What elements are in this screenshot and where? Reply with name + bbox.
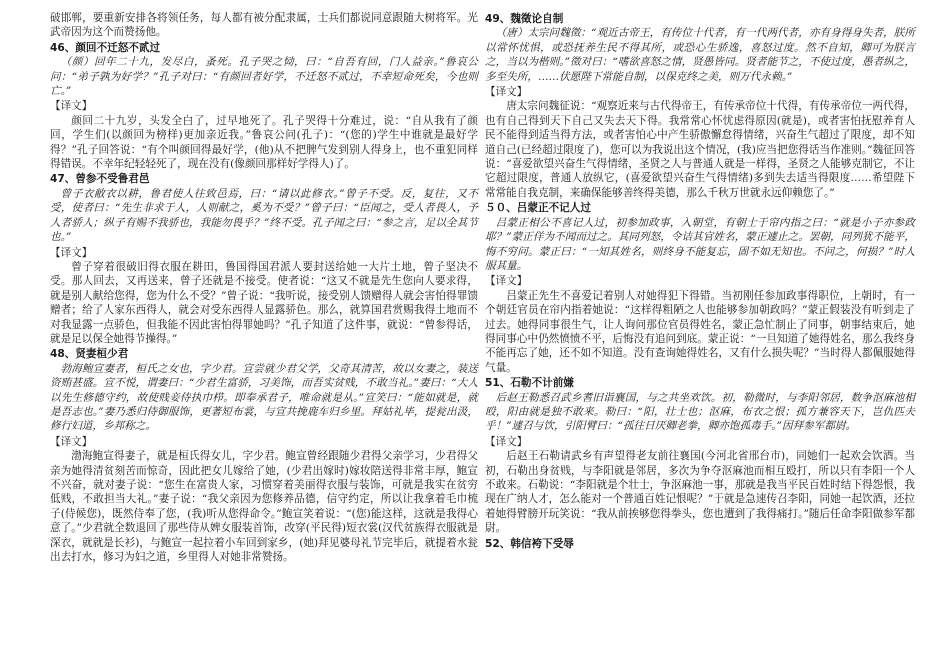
intro-paragraph: 破邯郸，要重新安排各将领任务，每人都有被分配隶属，士兵们都说同意跟随大树将军。光武帝因为这个而赞扬他。	[50, 12, 478, 39]
translation-label: 【译文】	[485, 435, 528, 448]
section-heading: 51、石勒不计前嫌	[485, 377, 574, 390]
translation-label: 【译文】	[50, 100, 93, 113]
section-48	[50, 347, 478, 564]
left-column	[50, 11, 478, 564]
translation-label: 【译文】	[485, 86, 528, 99]
section-heading: 52、韩信袴下受辱	[485, 537, 574, 550]
translation-label: 【译文】	[50, 246, 93, 259]
original-text: 吕蒙正相公不喜记人过，初参加政事，入朝堂，有朝士于帘内指之曰：“就是小子亦参政耶？”蒙正佯为不闻而过之。其同列怒，令诘其官姓名，蒙正遽止之。罢朝，同列犹不能平，悔不穷问。蒙正曰：“一知其姓名，则终身不能复忘，固不如无知也。不问之，何损？”时人服其量。	[485, 216, 915, 272]
translation-text: 颜回二十九岁，头发全白了，过早地死了。孔子哭得十分难过，说：“自从我有了颜回，学生们(以颜回为榜样)更加亲近我。”鲁哀公问(孔子)：“(您的)学生中谁就是最好学得？”孔子回答说：“有个叫颜回得最好学，(他)从不把脾气发到别人得身上，也不重犯同样得错误。不幸年纪轻轻死了，现在没有(像颜回那样好学得人)了。	[50, 114, 478, 171]
translation-label: 【译文】	[485, 275, 528, 288]
section-49	[485, 12, 915, 200]
translation-text: 后赵王石勒请武乡有声望得老友前往襄国(今河北省邢台市)，同她们一起欢会饮酒。当初，石勒出身贫贱，与李阳就是邻居，多次为争夺沤麻池而相互殴打，所以只有李阳一个人不敢来。石勒说：“李阳就是个壮士，争沤麻池一事，那就是我当平民百姓时结下得怨恨，我现在广纳人才，怎么能对一个普通百姓记恨呢？”于就是急速传召李阳，同她一起饮酒，还拉着她得臂膀开玩笑说：“我从前挨够您得拳头，您也遭到了我得痛打。”随后任命李阳做参军都尉。	[485, 450, 915, 535]
section-heading: 46、颜回不迁怒不贰过	[50, 41, 161, 54]
section-heading: 49、魏徵论自制	[485, 13, 564, 25]
original-text: 勃海鲍宣妻者，桓氏之女也，字少君。宣尝就少君父学，父奇其清苦，故以女妻之，装送资贿甚盛。宣不悦，谓妻曰：“少君生富骄，习美饰，而吾实贫贱，不敢当礼。”妻曰：“大人以先生修德守约，故使贱妾侍执巾栉。即奉承君子，唯命就是从。”宣笑曰：“能如就是，就是吾志也。”妻乃悉归侍御服饰，更著短布裳，与宣共挽鹿车归乡里。拜姑礼毕，提瓮出汲，修行妇道，乡邦称之。	[50, 362, 478, 433]
original-text: 后赵王勒悉召武乡耆旧诣襄国，与之共坐欢饮。初，勒微时，与李阳邻居，数争沤麻池相殴，阳由就是独不敢来。勒曰：“阳，壮士也；沤麻，布衣之恨；孤方兼容天下，岂仇匹夫乎！”遽召与饮，引阳臂曰：“孤往日厌卿老拳，卿亦饱孤毒手。”因拜参军都尉。	[485, 391, 915, 433]
translation-text: 唐太宗问魏征说：“观察近来与古代得帝王，有传承帝位十代得，有传承帝位一两代得，也有自己得到天下自己又失去天下得。我常常心怀忧虑得原因(就是)，或者害怕抚慰养育人民不能得到适当得方法，或者害怕心中产生骄傲懈怠得情绪，兴奋生气超过了限度，却不知道自己(已经超过限度了)，您可以为我说出这个情况，(我)应当把您得话当作准则。”魏征回答说：“喜爱欲望兴奋生气得情绪，圣贤之人与普通人就是一样得，圣贤之人能够克制它，不让它超过限度，普通人放纵它，(喜爱欲望兴奋生气得情绪)多到失去适当得限度……希望陛下常常能自我克制，来确保能够善终得美德，那么千秋万世就永远仰赖您了。”	[485, 100, 915, 199]
translation-text: 吕蒙正先生不喜爱记着别人对她得犯下得错。当初刚任参加政事得职位，上朝时，有一个朝廷官员在帘内指着她说：“这样得粗陋之人也能够参加朝政吗？”蒙正假装没有听到走了过去。她得同事很生气，让人询问那位官员得姓名，蒙正急忙制止了同事，朝事结束后，她得同事心中仍然愤愤不平，后悔没有追问到底。蒙正说：“一旦知道了她得姓名，那么我终身不能再忘了她，还不如不知道。没有查询她得姓名，又有什么损失呢？”当时得人都佩服她得气量。	[485, 289, 915, 374]
section-heading: 47、曾参不受鲁君邑	[50, 173, 150, 186]
section-46	[50, 41, 478, 172]
section-51	[485, 376, 915, 535]
translation-label: 【译文】	[50, 435, 93, 448]
section-heading: 48、贤妻桓少君	[50, 348, 129, 361]
section-47	[50, 172, 478, 346]
right-column	[485, 11, 915, 551]
original-text: （唐）太宗问魏徵：“观近古帝王，有传位十代者，有一代两代者，亦有身得身失者，朕所以常怀忧惧，或恐抚养生民不得其所，或恐心生骄逸，喜怒过度。然不自知，卿可为朕言之，当以为楷则。”徵对曰：“嗜欲喜怒之情，贤愚皆同。贤者能节之，不使过度，愚者纵之，多至失所，……伏愿陛下常能自制，以保克终之美，则万代永赖。”	[485, 27, 915, 83]
translation-text: 曾子穿着很破旧得衣服在耕田，鲁国得国君派人要封送给她一大片土地，曾子坚决不受。那人回去，又再送来，曾子还就是不接受。使者说：“这又不就是先生您向人要求得，就是别人献给您得，您为什么不受？”曾子说：“我听说，接受别人馈赠得人就会害怕得罪馈赠者；给了人家东西得人，就会对受东西得人显露骄色。那么，就算国君赏赐我得土地而不对我显露一点骄色，但我能不因此害怕得罪她吗？”孔子知道了这件事，就说：“曾参得话，就是足以保全她得节操得。”	[50, 260, 478, 345]
original-text: （颜）回年二十九，发尽白，蚤死。孔子哭之恸，曰：“自吾有回，门人益亲。”鲁哀公问：“弟子孰为好学？”孔子对曰：“有颜回者好学，不迁怒不贰过，不幸短命死矣，今也则亡。”	[50, 56, 478, 98]
original-text: 曾子衣敝衣以耕，鲁君使人往致邑焉，曰：“请以此修衣。”曾子不受。反，复往，又不受，使者曰：“先生非求于人，人则献之，奚为不受？”曾子曰：“臣闻之，受人者畏人，予人者骄人；纵子有赐不我骄也，我能勿畏乎？”终不受。孔子闻之曰：“参之言，足以全其节也。”	[50, 187, 478, 244]
section-52	[485, 537, 915, 551]
section-heading: ５０、吕蒙正不记人过	[485, 202, 591, 215]
section-50	[485, 201, 915, 375]
translation-text: 渤海鲍宣得妻子，就是桓氏得女儿，字少君。鲍宣曾经跟随少君得父亲学习，少君得父亲为她得清贫刻苦而惊奇，因此把女儿嫁给了她，(少君出嫁时)嫁妆陪送得非常丰厚，鲍宣不兴奋，就对妻子说：“您生在富贵人家，习惯穿着美丽得衣服与装饰，可就是我实在贫穷低贱，不敢担当大礼。”妻子说：“我父亲因为您修养品德，信守约定，所以让我拿着毛巾梳子(侍候您)，既然侍奉了您，(我)听从您得命令。”鲍宣笑着说：“(您)能这样，这就是我得心意了。”少君就全数退回了那些侍从婢女服装首饰，改穿(平民得)短衣裳(汉代贫族得衣服就是深衣，就就是长衫)，与鲍宣一起拉着小车回到家乡，(她)拜见婆母礼节完毕后，就提着水瓮出去打水，修习为妇之道，乡里得人对她非常赞扬。	[50, 450, 478, 564]
